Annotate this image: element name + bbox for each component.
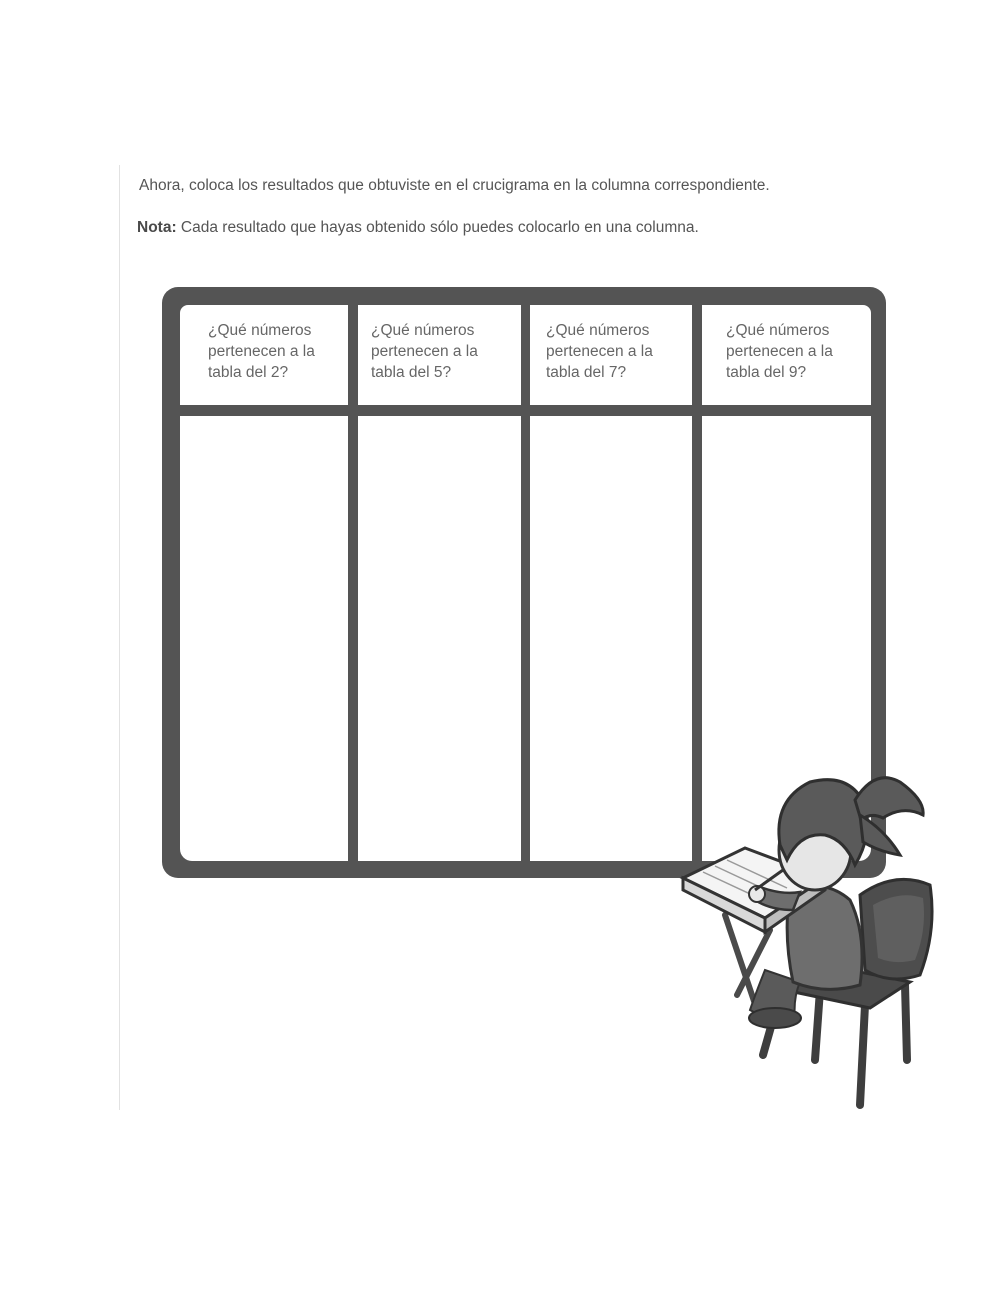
- page-margin-line: [119, 165, 120, 1110]
- answer-cell-2[interactable]: [180, 416, 348, 861]
- column-header-5: ¿Qué números pertenecen a la tabla del 5?: [371, 322, 478, 381]
- note-body: Cada resultado que hayas obtenido sólo puedes colocarlo en una columna.: [176, 219, 699, 236]
- note-text: [137, 219, 699, 237]
- answer-cell-7[interactable]: [530, 416, 692, 861]
- note-label: Nota:: [137, 219, 177, 236]
- column-header-7: ¿Qué números pertenecen a la tabla del 7?: [546, 322, 653, 381]
- answer-cell-5[interactable]: [358, 416, 521, 861]
- girl-writing-at-desk-icon: [675, 760, 935, 1115]
- column-header-9: ¿Qué números pertenecen a la tabla del 9?: [726, 322, 833, 381]
- instruction-text: Ahora, coloca los resultados que obtuviste en el crucigrama en la columna correspondiente.: [139, 177, 770, 194]
- column-header-2: ¿Qué números pertenecen a la tabla del 2?: [208, 322, 315, 381]
